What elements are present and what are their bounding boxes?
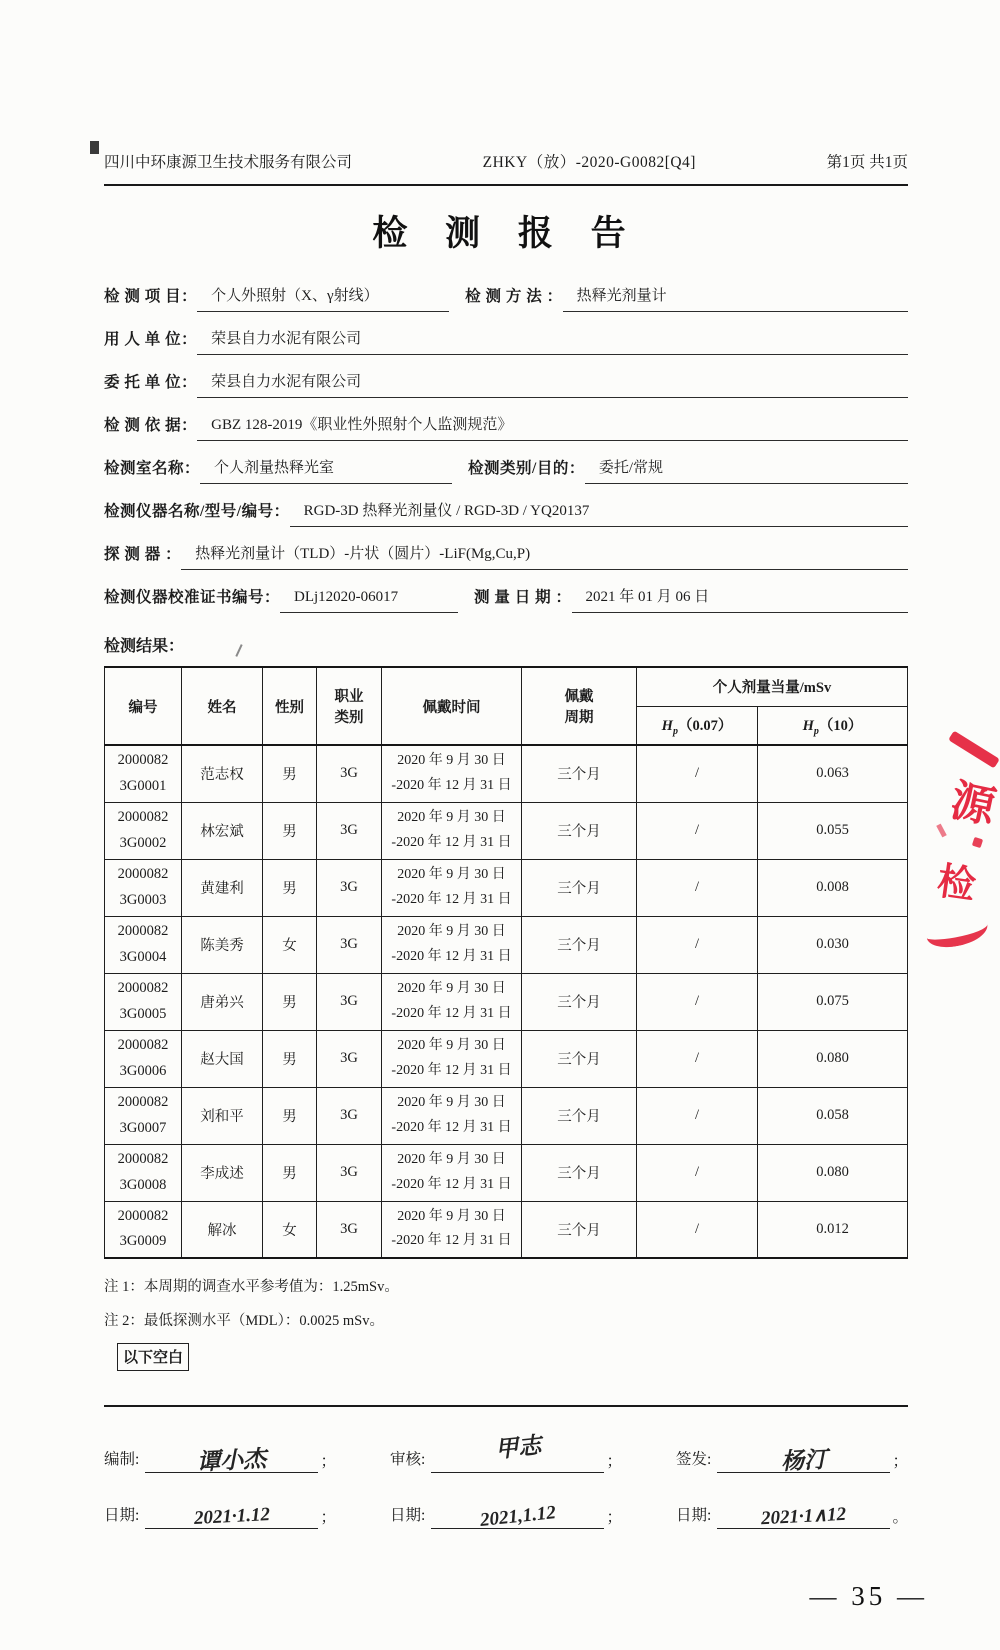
cell-gender: 女 xyxy=(263,916,317,973)
id-prefix: 2000082 xyxy=(117,752,169,769)
issued-label: 签发: xyxy=(676,1451,712,1468)
prepared-by xyxy=(104,1439,336,1473)
cell-hp007: / xyxy=(637,1087,758,1144)
field-value: 荣县自力水泥有限公司 xyxy=(197,370,908,398)
id-suffix: 3G0007 xyxy=(119,1119,167,1136)
id-suffix: 3G0003 xyxy=(119,891,167,908)
id-prefix: 2000082 xyxy=(117,1037,169,1054)
field-label: 探 测 器 ： xyxy=(104,546,182,563)
field-label: 检测类别/目的： xyxy=(468,460,585,477)
col-header-cycle-line2: 周期 xyxy=(564,710,594,726)
cell-hp007: / xyxy=(637,1144,758,1201)
col-header-hp007 xyxy=(637,706,758,745)
results-table xyxy=(104,666,908,1259)
wear-time-start: 2020 年 9 月 30 日 xyxy=(397,981,506,996)
wear-time-start: 2020 年 9 月 30 日 xyxy=(397,1152,506,1167)
field-value: DLj12020-06017 xyxy=(280,589,458,613)
issued-by xyxy=(676,1439,908,1473)
col-header-hp10 xyxy=(758,706,908,745)
wear-time-end: -2020 年 12 月 31 日 xyxy=(391,948,512,964)
wear-time-start: 2020 年 9 月 30 日 xyxy=(397,1095,506,1110)
field-label: 测 量 日 期 ： xyxy=(474,589,572,606)
cell-id xyxy=(105,859,182,916)
wear-time-end: -2020 年 12 月 31 日 xyxy=(391,1176,512,1192)
field-value: GBZ 128-2019《职业性外照射个人监测规范》 xyxy=(197,413,908,441)
cell-name: 解冰 xyxy=(182,1201,263,1258)
wear-time-end: -2020 年 12 月 31 日 xyxy=(391,1062,512,1078)
cell-gender: 男 xyxy=(263,1144,317,1201)
col-header-dose-group: 个人剂量当量/mSv xyxy=(637,667,908,706)
field-label: 用 人 单 位： xyxy=(104,331,198,348)
cell-job-class: 3G xyxy=(317,859,382,916)
id-prefix: 2000082 xyxy=(117,980,169,997)
red-stamp-mark xyxy=(972,837,983,848)
prepared-signature: 谭小杰 xyxy=(196,1446,268,1475)
wear-time-end: -2020 年 12 月 31 日 xyxy=(391,777,512,793)
id-suffix: 3G0004 xyxy=(119,948,167,965)
id-suffix: 3G0006 xyxy=(119,1062,167,1079)
issued-date-line xyxy=(717,1505,890,1529)
field-value: 个人剂量热释光室 xyxy=(200,456,452,484)
cell-gender: 女 xyxy=(263,1201,317,1258)
page-number: — 35 — xyxy=(809,1581,928,1611)
issued-signature: 杨汀 xyxy=(780,1446,828,1475)
separator: ； xyxy=(892,1453,908,1470)
prepared-label: 编制: xyxy=(104,1451,140,1468)
col-header-wear-cycle xyxy=(522,667,637,745)
prepared-date: 2021·1.12 xyxy=(193,1504,271,1529)
reviewed-by xyxy=(390,1432,622,1473)
page-info: 第1页 共1页 xyxy=(826,154,908,171)
id-prefix: 2000082 xyxy=(117,1094,169,1111)
cell-hp007: / xyxy=(637,859,758,916)
separator: ； xyxy=(606,1509,622,1526)
cell-hp007: / xyxy=(637,973,758,1030)
reviewed-signature: 甲志 xyxy=(493,1432,543,1463)
cell-name: 黄建利 xyxy=(182,859,263,916)
hp-symbol: H xyxy=(661,717,673,734)
wear-time-start: 2020 年 9 月 30 日 xyxy=(397,1208,506,1224)
date-label: 日期: xyxy=(390,1507,426,1524)
field-value: 个人外照射（X、γ射线） xyxy=(197,284,449,312)
field-row-test-item xyxy=(104,284,908,312)
cell-wear-cycle: 三个月 xyxy=(522,859,637,916)
field-value: RGD-3D 热释光剂量仪 / RGD-3D / YQ20137 xyxy=(290,499,908,527)
cell-wear-cycle: 三个月 xyxy=(522,745,637,802)
field-value: 热释光剂量计 xyxy=(563,284,908,312)
field-row-instrument xyxy=(104,499,908,527)
note-1: 注 1：本周期的调查水平参考值为：1.25mSv。 xyxy=(104,1279,399,1295)
cell-wear-time xyxy=(382,745,522,802)
cell-hp10: 0.058 xyxy=(758,1087,908,1144)
field-value: 委托/常规 xyxy=(585,456,908,484)
cell-id xyxy=(105,745,182,802)
wear-time-start: 2020 年 9 月 30 日 xyxy=(397,867,506,882)
cell-wear-time xyxy=(382,973,522,1030)
cell-hp10: 0.080 xyxy=(758,1144,908,1201)
field-row-detector xyxy=(104,542,908,570)
separator: ； xyxy=(320,1453,336,1470)
col-header-wear-time: 佩戴时间 xyxy=(382,667,522,745)
field-label: 检 测 依 据： xyxy=(104,417,198,434)
date-label: 日期: xyxy=(676,1507,712,1524)
signature-block xyxy=(104,1405,908,1529)
cell-hp10: 0.055 xyxy=(758,802,908,859)
issued-signature-line xyxy=(717,1439,890,1473)
field-label: 检 测 方 法 ： xyxy=(465,288,563,305)
cell-job-class: 3G xyxy=(317,745,382,802)
cell-hp007: / xyxy=(637,1030,758,1087)
hp-argument: （0.07） xyxy=(677,717,733,734)
cell-gender: 男 xyxy=(263,1087,317,1144)
hp-symbol: H xyxy=(802,717,814,734)
field-row-employer xyxy=(104,327,908,355)
cell-id xyxy=(105,916,182,973)
cell-name: 范志权 xyxy=(182,745,263,802)
issued-date: 2021·1∧12 xyxy=(760,1503,847,1530)
cell-gender: 男 xyxy=(263,1030,317,1087)
cell-id xyxy=(105,973,182,1030)
col-header-id: 编号 xyxy=(105,667,182,745)
cell-gender: 男 xyxy=(263,745,317,802)
id-prefix: 2000082 xyxy=(117,1151,169,1168)
field-value: 荣县自力水泥有限公司 xyxy=(197,327,908,355)
prepared-signature-line xyxy=(145,1439,318,1473)
document-header xyxy=(104,150,908,186)
field-label: 检测仪器校准证书编号： xyxy=(104,589,281,606)
results-section-label: 检测结果： xyxy=(104,638,185,655)
table-row xyxy=(105,745,908,802)
field-label: 委 托 单 位： xyxy=(104,374,198,391)
cell-name: 刘和平 xyxy=(182,1087,263,1144)
col-header-job-line1: 职业 xyxy=(334,689,364,705)
cell-id xyxy=(105,1201,182,1258)
table-row xyxy=(105,1030,908,1087)
wear-time-start: 2020 年 9 月 30 日 xyxy=(397,753,506,769)
cell-wear-time xyxy=(382,1030,522,1087)
cell-wear-cycle: 三个月 xyxy=(522,973,637,1030)
field-row-client xyxy=(104,370,908,398)
cell-job-class: 3G xyxy=(317,916,382,973)
cell-id xyxy=(105,802,182,859)
reviewed-date: 2021,1.12 xyxy=(478,1502,557,1531)
col-header-gender: 性别 xyxy=(263,667,317,745)
cell-wear-cycle: 三个月 xyxy=(522,1030,637,1087)
cell-name: 林宏斌 xyxy=(182,802,263,859)
cell-job-class: 3G xyxy=(317,1201,382,1258)
cell-hp007: / xyxy=(637,745,758,802)
cell-hp10: 0.075 xyxy=(758,973,908,1030)
cell-hp007: / xyxy=(637,802,758,859)
table-row xyxy=(105,973,908,1030)
separator: ； xyxy=(320,1509,336,1526)
wear-time-end: -2020 年 12 月 31 日 xyxy=(391,891,512,907)
red-stamp-stroke xyxy=(948,731,1000,769)
cell-wear-cycle: 三个月 xyxy=(522,802,637,859)
cell-gender: 男 xyxy=(263,973,317,1030)
cell-gender: 男 xyxy=(263,802,317,859)
cell-hp007: / xyxy=(637,1201,758,1258)
report-title: 检 测 报 告 xyxy=(372,214,640,253)
wear-time-start: 2020 年 9 月 30 日 xyxy=(397,810,506,825)
id-prefix: 2000082 xyxy=(117,1207,169,1224)
red-stamp-character: 源 xyxy=(946,775,1000,833)
col-header-name: 姓名 xyxy=(182,667,263,745)
red-stamp-mark xyxy=(936,824,947,838)
table-row xyxy=(105,859,908,916)
cell-name: 赵大国 xyxy=(182,1030,263,1087)
prepared-date-line xyxy=(145,1506,318,1529)
prepared-date-row xyxy=(104,1503,336,1529)
cell-wear-time xyxy=(382,802,522,859)
cell-wear-cycle: 三个月 xyxy=(522,916,637,973)
cell-hp10: 0.063 xyxy=(758,745,908,802)
field-row-basis xyxy=(104,413,908,441)
cell-job-class: 3G xyxy=(317,1030,382,1087)
field-value: 2021 年 01 月 06 日 xyxy=(572,585,908,613)
cell-name: 唐弟兴 xyxy=(182,973,263,1030)
separator: ； xyxy=(606,1453,622,1470)
notes xyxy=(104,1275,908,1371)
table-row xyxy=(105,1087,908,1144)
cell-wear-time xyxy=(382,916,522,973)
id-prefix: 2000082 xyxy=(117,809,169,826)
red-stamp-stroke xyxy=(924,911,990,951)
wear-time-start: 2020 年 9 月 30 日 xyxy=(397,924,506,939)
id-suffix: 3G0005 xyxy=(119,1005,167,1022)
cell-id xyxy=(105,1030,182,1087)
report-code: ZHKY（放）-2020-G0082[Q4] xyxy=(482,154,696,171)
id-prefix: 2000082 xyxy=(117,923,169,940)
wear-time-end: -2020 年 12 月 31 日 xyxy=(391,834,512,850)
cell-hp007: / xyxy=(637,916,758,973)
wear-time-end: -2020 年 12 月 31 日 xyxy=(391,1119,512,1135)
field-label: 检测室名称： xyxy=(104,460,201,477)
cell-name: 陈美秀 xyxy=(182,916,263,973)
id-suffix: 3G0008 xyxy=(119,1176,167,1193)
results-table-header xyxy=(105,667,908,745)
hp-subscript: p xyxy=(813,725,819,737)
cell-job-class: 3G xyxy=(317,1144,382,1201)
field-label: 检 测 项 目： xyxy=(104,288,198,305)
report-content xyxy=(104,150,908,1529)
cell-job-class: 3G xyxy=(317,973,382,1030)
field-value: 热释光剂量计（TLD）-片状（圆片）-LiF(Mg,Cu,P) xyxy=(181,542,908,570)
id-suffix: 3G0009 xyxy=(119,1233,167,1250)
hp-argument: （10） xyxy=(818,717,863,734)
id-prefix: 2000082 xyxy=(117,866,169,883)
wear-time-end: -2020 年 12 月 31 日 xyxy=(391,1005,512,1021)
col-header-job-line2: 类别 xyxy=(334,710,364,726)
scan-artifact-mark xyxy=(90,141,99,154)
info-fields xyxy=(104,284,908,613)
col-header-cycle-line1: 佩戴 xyxy=(564,689,594,705)
note-2: 注 2：最低探测水平（MDL）：0.0025 mSv。 xyxy=(104,1313,384,1329)
cell-hp10: 0.080 xyxy=(758,1030,908,1087)
cell-wear-time xyxy=(382,1144,522,1201)
reviewed-date-row xyxy=(390,1503,622,1529)
col-header-job-class xyxy=(317,667,382,745)
reviewed-signature-line xyxy=(431,1432,604,1473)
wear-time-end: -2020 年 12 月 31 日 xyxy=(391,1233,512,1249)
field-label: 检测仪器名称/型号/编号： xyxy=(104,503,290,520)
cell-hp10: 0.008 xyxy=(758,859,908,916)
cell-hp10: 0.030 xyxy=(758,916,908,973)
table-row xyxy=(105,1144,908,1201)
id-suffix: 3G0002 xyxy=(119,834,167,851)
red-stamp-character: 检 xyxy=(934,860,979,908)
cell-wear-cycle: 三个月 xyxy=(522,1087,637,1144)
reviewed-date-line xyxy=(431,1502,604,1531)
cell-id xyxy=(105,1144,182,1201)
results-table-body xyxy=(105,745,908,1258)
cell-job-class: 3G xyxy=(317,802,382,859)
cell-wear-time xyxy=(382,1201,522,1258)
cell-name: 李成述 xyxy=(182,1144,263,1201)
cell-job-class: 3G xyxy=(317,1087,382,1144)
table-row xyxy=(105,916,908,973)
issued-date-row xyxy=(676,1503,908,1529)
hp-subscript: p xyxy=(672,725,678,737)
table-row xyxy=(105,1201,908,1258)
id-suffix: 3G0001 xyxy=(119,777,167,794)
terminator: 。 xyxy=(892,1509,908,1526)
cell-hp10: 0.012 xyxy=(758,1201,908,1258)
field-row-calibration xyxy=(104,585,908,613)
reviewed-label: 审核: xyxy=(390,1451,426,1468)
date-label: 日期: xyxy=(104,1507,140,1524)
table-row xyxy=(105,802,908,859)
wear-time-start: 2020 年 9 月 30 日 xyxy=(397,1038,506,1053)
cell-id xyxy=(105,1087,182,1144)
cell-wear-cycle: 三个月 xyxy=(522,1144,637,1201)
company-name: 四川中环康源卫生技术服务有限公司 xyxy=(104,154,353,171)
field-row-lab xyxy=(104,456,908,484)
below-blank-box: 以下空白 xyxy=(117,1343,189,1371)
cell-gender: 男 xyxy=(263,859,317,916)
cell-wear-time xyxy=(382,1087,522,1144)
cell-wear-time xyxy=(382,859,522,916)
cell-wear-cycle: 三个月 xyxy=(522,1201,637,1258)
